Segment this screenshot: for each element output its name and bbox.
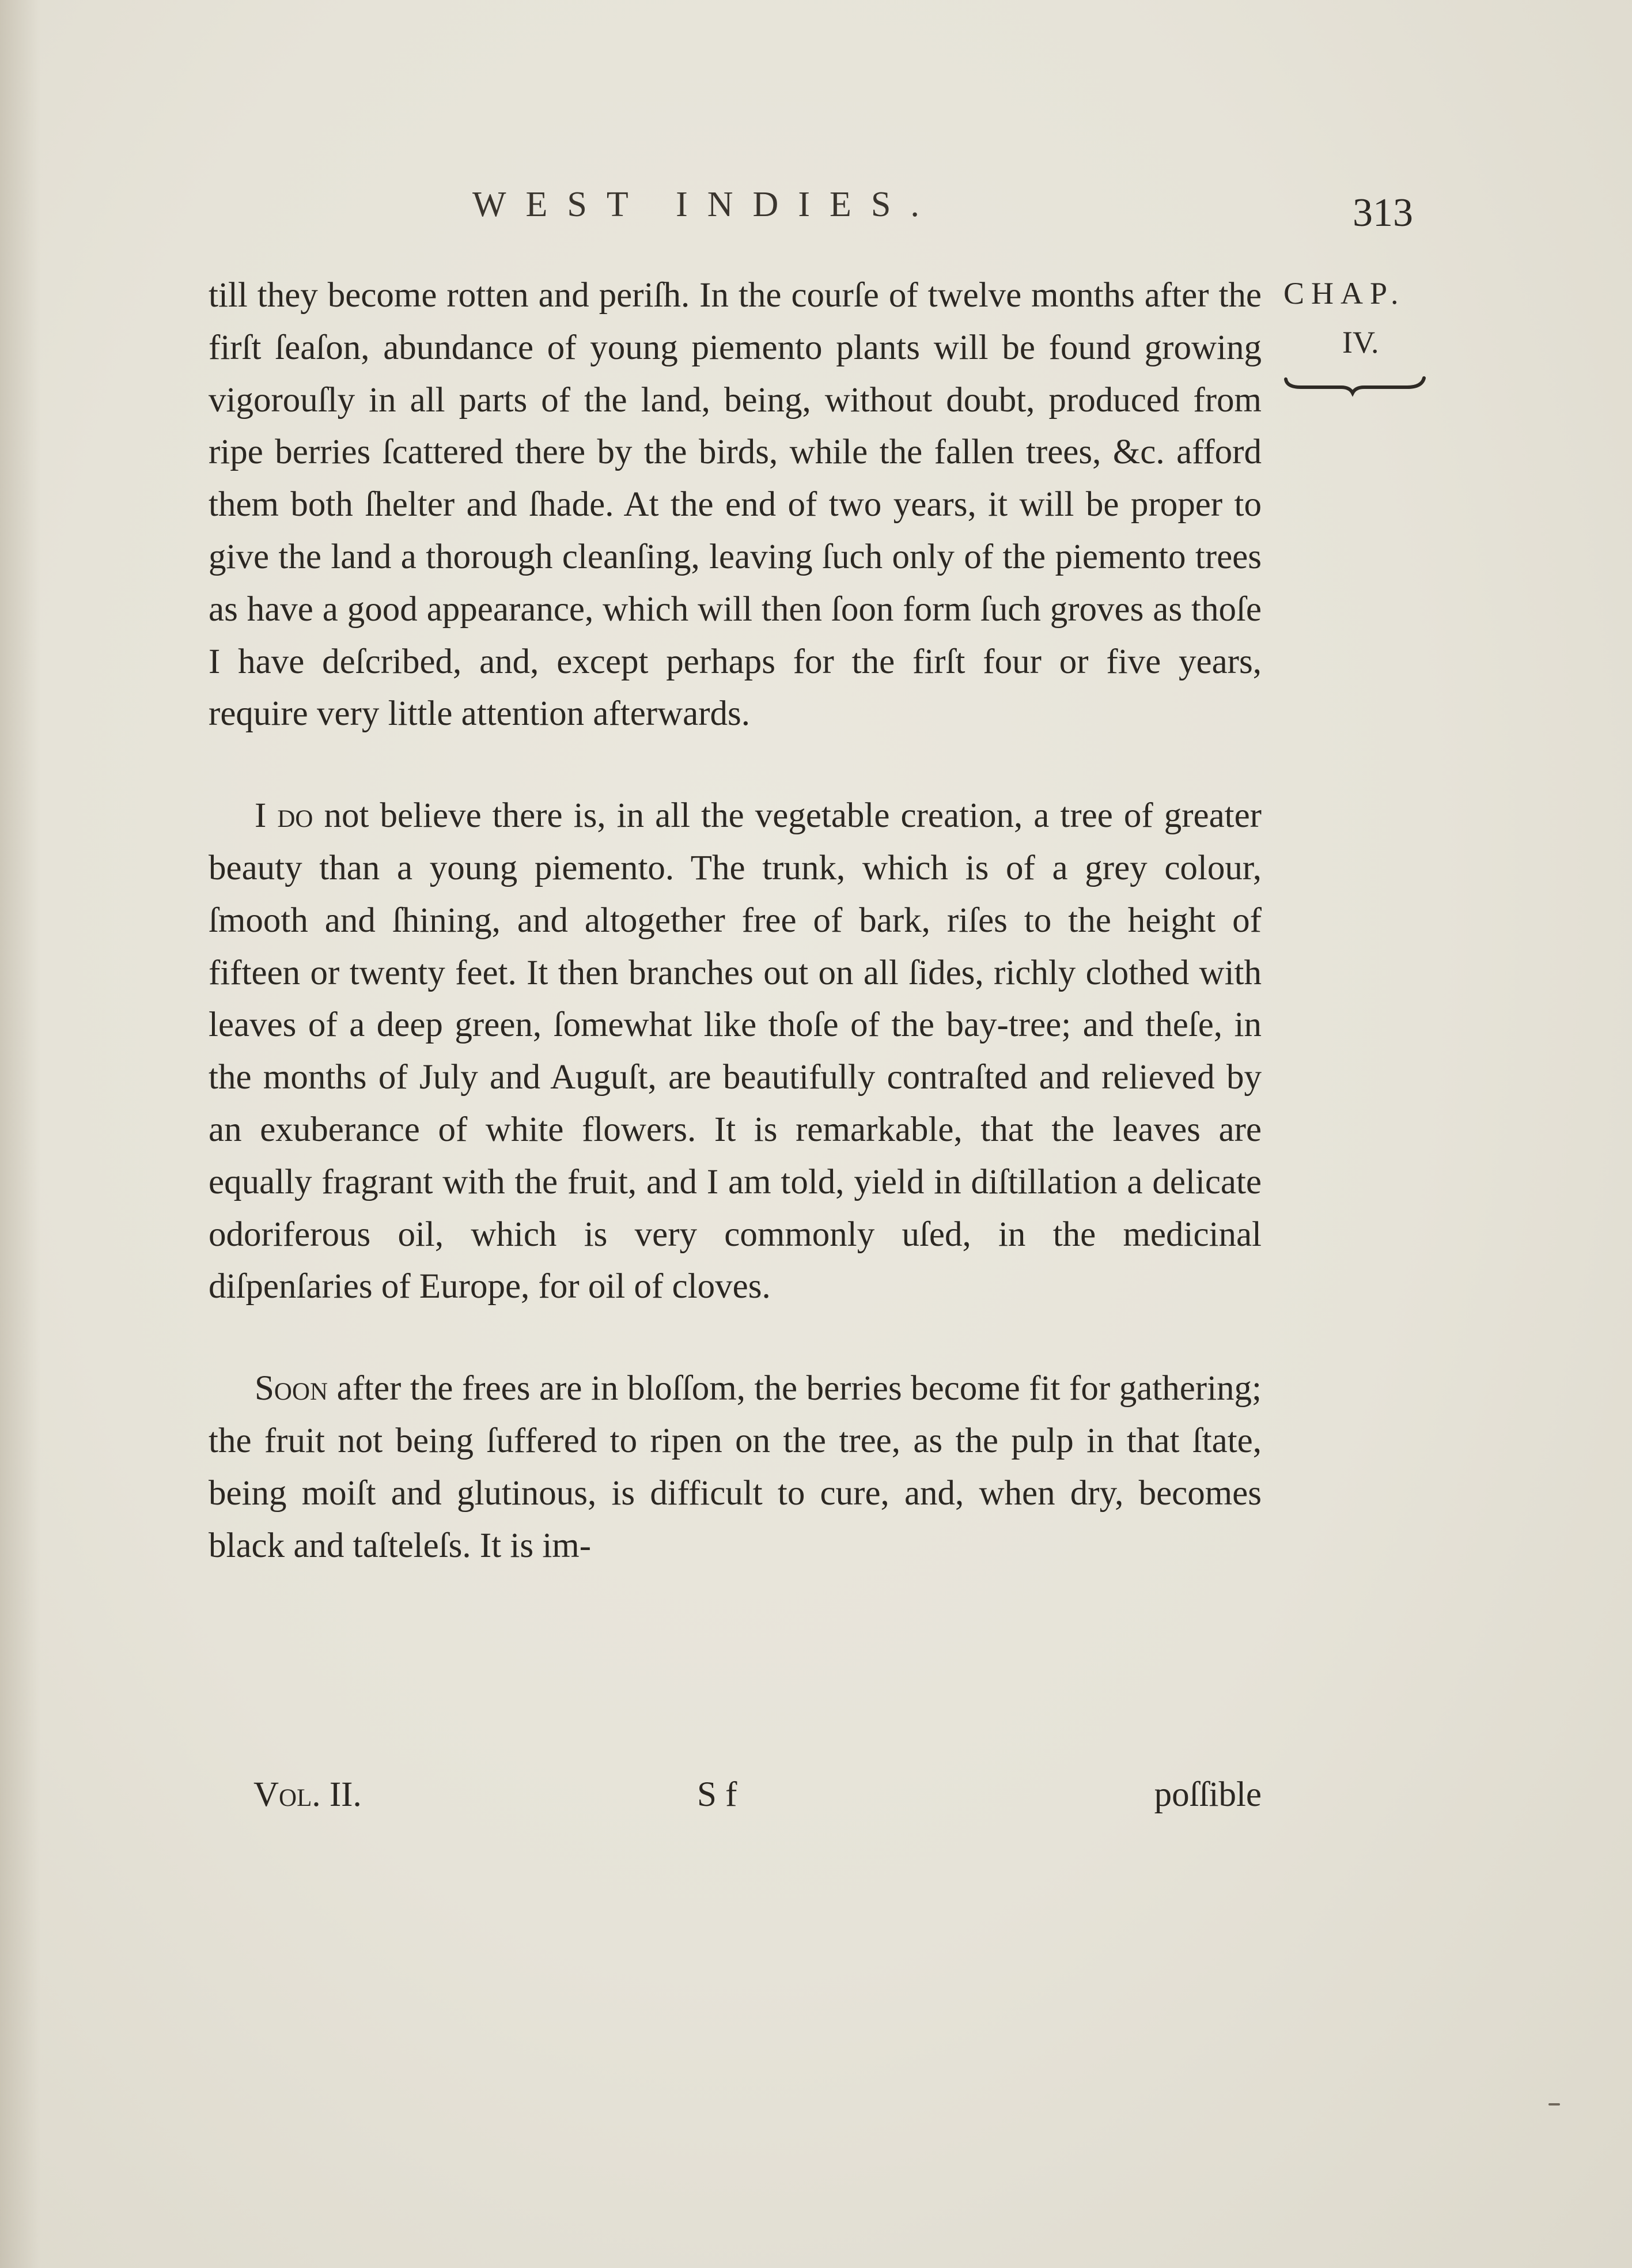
volume-label: Vol. II. [253, 1775, 362, 1814]
body-text [209, 270, 1262, 1572]
paper-speck [1548, 2103, 1560, 2106]
margin-chapter-number: IV. [1342, 325, 1379, 360]
margin-chapter-label: CHAP. [1283, 276, 1406, 311]
paragraph-3 [209, 1363, 1262, 1572]
paragraph-2 [209, 790, 1262, 1313]
page-number: 313 [1353, 191, 1413, 235]
paragraph-1 [209, 270, 1262, 740]
paragraph-1-text: till they become rotten and periſh. In the courſe of twelve months after the firſt ſeaſon, abundance of young piemento plants will be found growing vigorouſly in all parts of the land, being, without doubt, produced from ripe berries ſcattered there by the birds, while the fallen trees, &c. afford them both ſhelter and ſhade. At the end of two years, it will be proper to give the land a thorough cleanſing, leaving ſuch only of the piemento trees as have a good appearance, which will then ſoon form ſuch groves as thoſe I have deſcribed, and, except perhaps for the firſt four or five years, require very little attention afterwards. [209, 276, 1262, 734]
catchword: poſſible [1154, 1775, 1262, 1814]
paragraph-2-lead: I do [255, 796, 313, 836]
paragraph-3-lead: Soon [255, 1369, 328, 1408]
page-footer [253, 1775, 1262, 1827]
paragraph-3-text: after the frees are in bloſſom, the berries become fit for gathering; the fruit not being ſuffered to ripen on the tree, as the pulp in that ſtate, being moiſt and glutinous, is difficult to cure, and, when dry, becomes black and taſteleſs. It is im- [209, 1369, 1262, 1565]
gutter-shadow [0, 0, 40, 2268]
margin-brace-ornament [1283, 375, 1427, 398]
paragraph-2-text: not believe there is, in all the vegetable creation, a tree of greater beauty than a young piemento. The trunk, which is of a grey colour, ſmooth and ſhining, and altogether free of bark, riſes to the height of fifteen or twenty feet. It then branches out on all ſides, richly clothed with leaves of a deep green, ſomewhat like thoſe of the bay-tree; and theſe, in the months of July and Auguſt, are beautifully contraſted and relieved by an exuberance of white flowers. It is remarkable, that the leaves are equally fragrant with the fruit, and I am told, yield in diſtillation a delicate odoriferous oil, which is very commonly uſed, in the medicinal diſpenſaries of Europe, for oil of cloves. [209, 796, 1262, 1306]
running-head: WEST INDIES. [472, 185, 939, 224]
signature-mark: S f [697, 1775, 737, 1814]
